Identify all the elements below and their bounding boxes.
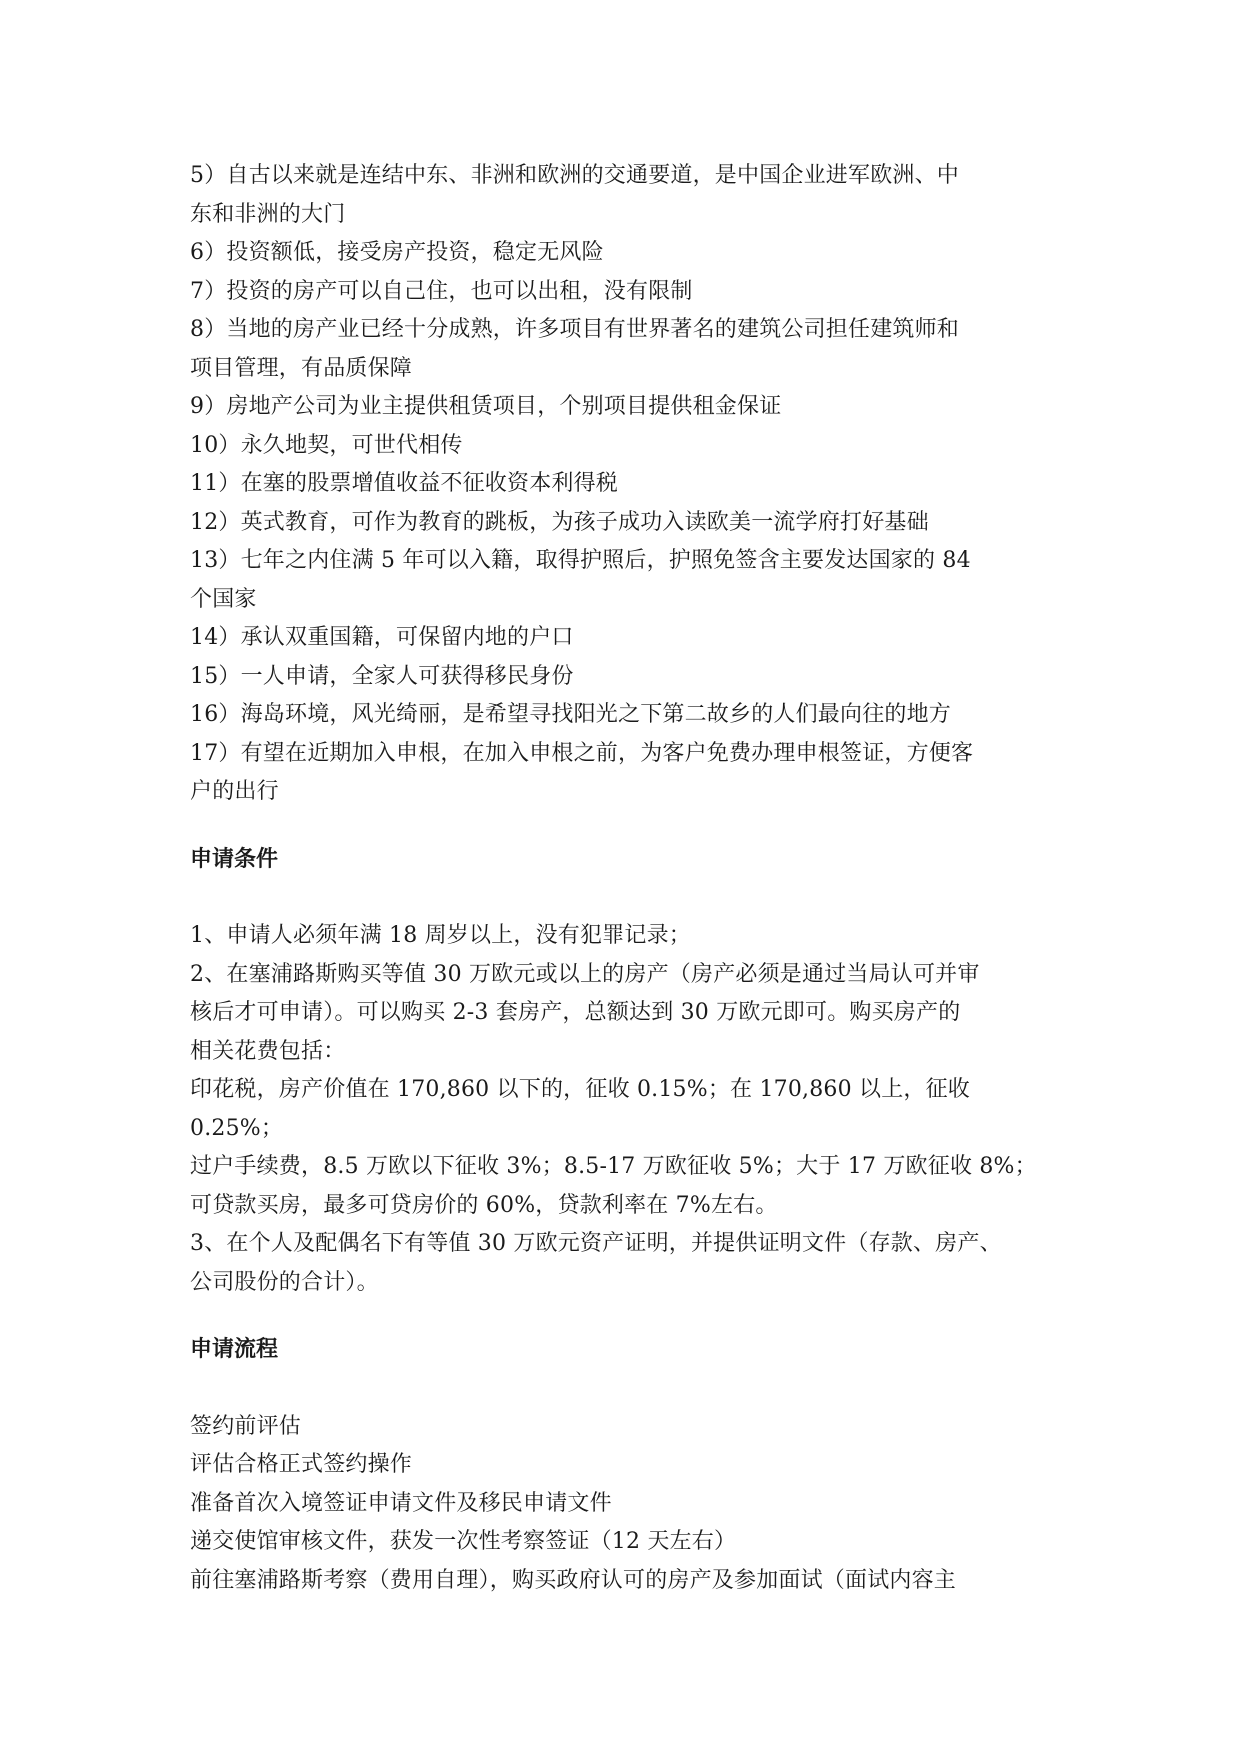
paragraph-line: 相关花费包括： [190, 1038, 346, 1064]
list-item [190, 234, 1050, 273]
requirements-section [190, 841, 1050, 1303]
list-item-line: 9）房地产公司为业主提供租赁项目，个别项目提供租金保证 [190, 394, 782, 419]
section-heading-process: 申请流程 [190, 1337, 279, 1362]
process-step: 递交使馆审核文件，获发一次性考察签证（12 天左右） [190, 1529, 737, 1554]
process-step: 评估合格正式签约操作 [190, 1452, 413, 1477]
paragraph-line: 过户手续费，8.5 万欧以下征收 3%；8.5-17 万欧征收 5%；大于 17 万欧征收 8%； [190, 1154, 1037, 1179]
process-step: 前往塞浦路斯考察（费用自理），购买政府认可的房产及参加面试（面试内容主 [190, 1567, 957, 1593]
list-item [190, 696, 1050, 735]
paragraph-line: 0.25%； [190, 1115, 284, 1141]
list-item [190, 504, 1050, 543]
process-step: 签约前评估 [190, 1413, 302, 1439]
list-item [190, 542, 1050, 619]
list-item-line: 15）一人申请，全家人可获得移民身份 [190, 663, 574, 689]
list-item-line: 10）永久地契，可世代相传 [190, 432, 463, 458]
paragraph-line: 核后才可申请）。可以购买 2-3 套房产，总额达到 30 万欧元即可。购买房产的 [190, 1000, 961, 1025]
list-item-line: 6）投资额低，接受房产投资，稳定无风险 [190, 240, 604, 265]
list-item-line: 14）承认双重国籍，可保留内地的户口 [190, 625, 574, 650]
paragraph-line: 可贷款买房，最多可贷房价的 60%，贷款利率在 7%左右。 [190, 1192, 778, 1218]
section-heading-requirements: 申请条件 [190, 846, 279, 872]
list-item-line: 17）有望在近期加入申根，在加入申根之前，为客户免费办理申根签证，方便客 [190, 740, 974, 766]
paragraph-line: 1、申请人必须年满 18 周岁以上，没有犯罪记录； [190, 923, 691, 948]
list-item-line: 户的出行 [190, 779, 279, 804]
list-item [190, 619, 1050, 658]
document-body [190, 157, 1050, 1600]
paragraph-line: 3、在个人及配偶名下有等值 30 万欧元资产证明，并提供证明文件（存款、房产、 [190, 1231, 1002, 1256]
list-item-line: 12）英式教育，可作为教育的跳板，为孩子成功入读欧美一流学府打好基础 [190, 509, 929, 535]
advantages-list [190, 157, 1050, 812]
paragraph-line: 印花税，房产价值在 170,860 以下的，征收 0.15%；在 170,860 以上，征收 [190, 1077, 971, 1102]
list-item-line: 13）七年之内住满 5 年可以入籍，取得护照后，护照免签含主要发达国家的 84 [190, 548, 971, 573]
list-item-line: 项目管理，有品质保障 [190, 355, 413, 381]
list-item-line: 11）在塞的股票增值收益不征收资本利得税 [190, 471, 618, 496]
list-item [190, 311, 1050, 388]
list-item-line: 东和非洲的大门 [190, 201, 346, 227]
list-item-line: 8）当地的房产业已经十分成熟，许多项目有世界著名的建筑公司担任建筑师和 [190, 317, 959, 342]
list-item [190, 658, 1050, 697]
list-item-line: 7）投资的房产可以自己住，也可以出租，没有限制 [190, 278, 693, 304]
list-item [190, 427, 1050, 466]
list-item [190, 735, 1050, 812]
list-item [190, 273, 1050, 312]
list-item [190, 388, 1050, 427]
list-item-line: 个国家 [190, 586, 257, 612]
process-step: 准备首次入境签证申请文件及移民申请文件 [190, 1490, 612, 1516]
list-item [190, 157, 1050, 234]
list-item-line: 5）自古以来就是连结中东、非洲和欧洲的交通要道，是中国企业进军欧洲、中 [190, 163, 959, 188]
paragraph-line: 公司股份的合计）。 [190, 1269, 379, 1295]
process-section [190, 1331, 1050, 1600]
list-item [190, 465, 1050, 504]
paragraph-line: 2、在塞浦路斯购买等值 30 万欧元或以上的房产（房产必须是通过当局认可并审 [190, 961, 980, 987]
list-item-line: 16）海岛环境，风光绮丽，是希望寻找阳光之下第二故乡的人们最向往的地方 [190, 702, 951, 727]
